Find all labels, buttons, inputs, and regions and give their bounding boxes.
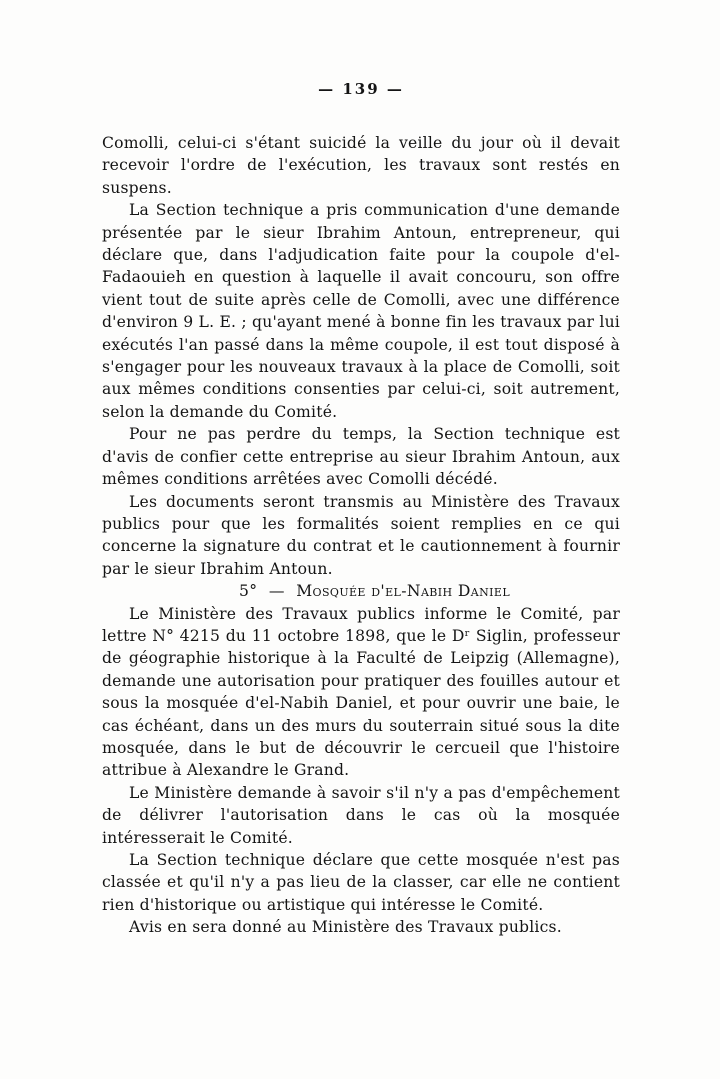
page-body [102,132,620,939]
paragraph: Le Ministère des Travaux publics informe le Comité, par lettre N° 4215 du 11 octobre 1898, que le Dʳ Siglin, professeur de géographie historique à la Faculté de Leipzig (Allemagne), demande une autorisation pour pratiquer des fouilles autour et sous la mosquée d'el-Nabih Daniel, et pour ouvrir une baie, le cas échéant, dans un des murs du souterrain situé sous la dite mosquée, dans le but de découvrir le cercueil que l'histoire attribue à Alexandre le Grand. [102,604,620,780]
paragraph: Pour ne pas perdre du temps, la Section technique est d'avis de confier cette entreprise au sieur Ibrahim Antoun, aux mêmes conditions arrêtées avec Comolli décédé. [102,425,620,489]
section-number: 5° [238,582,258,601]
paragraph: La Section technique déclare que cette mosquée n'est pas classée et qu'il n'y a pas lieu de la classer, car elle ne contient rien d'historique ou artistique qui intéresse le Comité. [102,851,620,914]
section-title: Mosquée d'el-Nabih Daniel [296,582,511,601]
paragraph: Le Ministère demande à savoir s'il n'y a pas d'empêchement de délivrer l'autorisation dans le cas où la mosquée intéresserait le Comité. [102,783,620,847]
paragraph: La Section technique a pris communication d'une demande présentée par le sieur Ibrahim Antoun, entrepreneur, qui déclare que, dans l'adjudication faite pour la coupole d'el-Fadaouieh en question à laquelle il avait concouru, son offre vient tout de suite après celle de Comolli, avec une différence d'environ 9 L. E. ; qu'ayant mené à bonne fin les travaux par lui exécutés l'an passé dans la même coupole, il est tout disposé à s'engager pour les nouveaux travaux à la place de Comolli, soit aux mêmes conditions consenties par celui-ci, soit autrement, selon la demande du Comité. [102,201,620,421]
page-number: — 139 — [318,80,404,98]
section-heading [102,580,620,602]
paragraph-continuation: Comolli, celui-ci s'étant suicidé la veille du jour où il devait recevoir l'ordre de l'exécution, les travaux sont restés en suspens. [102,134,620,197]
section-heading-dash: — [268,582,285,601]
paragraph: Les documents seront transmis au Ministère des Travaux publics pour que les formalités soient remplies en ce qui concerne la signature du contrat et le cautionnement à fournir par le sieur Ibrahim Antoun. [102,492,620,578]
paragraph: Avis en sera donné au Ministère des Travaux publics. [129,918,562,937]
